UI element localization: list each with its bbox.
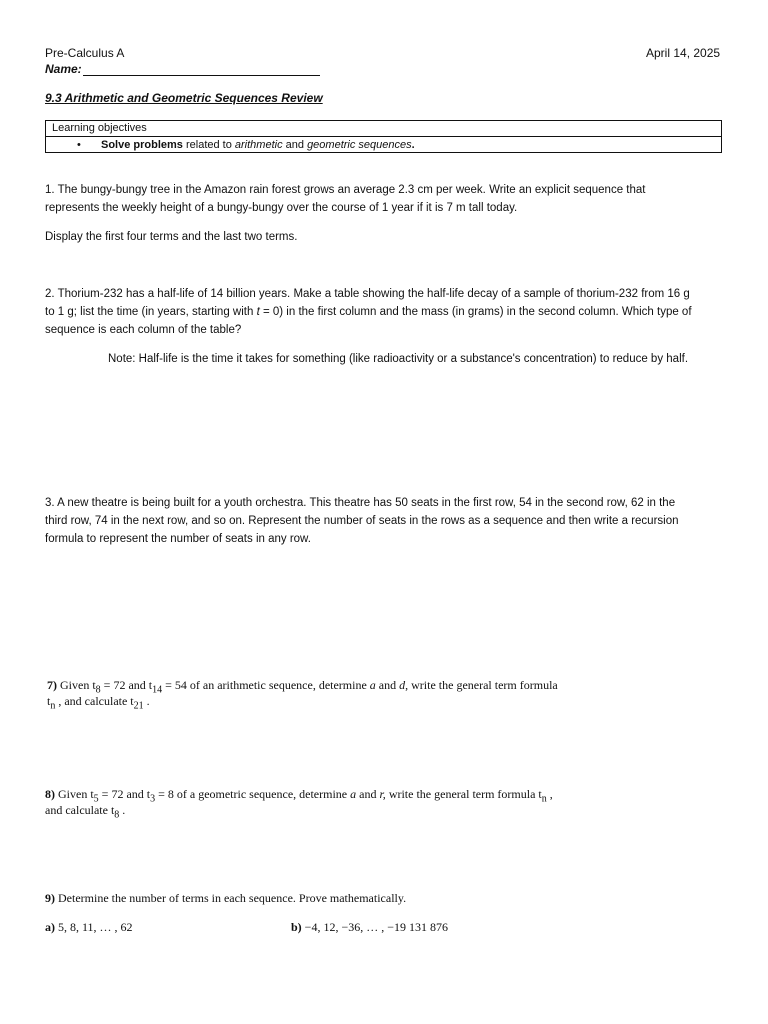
learning-objectives-heading: Learning objectives bbox=[52, 122, 147, 134]
learning-objectives-box bbox=[45, 120, 722, 153]
name-label: Name: bbox=[45, 62, 82, 76]
name-blank-line[interactable] bbox=[83, 75, 320, 76]
worksheet-title: 9.3 Arithmetic and Geometric Sequences Review bbox=[45, 91, 323, 105]
question-1-line-2: represents the weekly height of a bungy-bungy over the course of 1 year if it is 7 m tall today. bbox=[45, 202, 518, 214]
bullet-icon: • bbox=[77, 139, 81, 151]
course-name: Pre-Calculus A bbox=[45, 46, 125, 60]
question-2-line-3: sequence is each column of the table? bbox=[45, 324, 242, 336]
question-2-line-1: 2. Thorium-232 has a half-life of 14 billion years. Make a table showing the half-life decay of a sample of thorium-232 from 16 g bbox=[45, 288, 690, 300]
question-1-line-3: Display the first four terms and the last two terms. bbox=[45, 231, 298, 243]
question-8-line-2: and calculate $t_8$ . bbox=[45, 803, 126, 821]
question-2-note: Note: Half-life is the time it takes for something (like radioactivity or a substance's concentration) to reduce by half. bbox=[108, 353, 689, 365]
question-8-line-1: 8) Given $t_5 = 72$ and $t_3 = 8$ of a geometric sequence, determine a and r, write the general term formula $t_n$ , bbox=[45, 787, 553, 805]
question-9-prompt: 9) Determine the number of terms in each sequence. Prove mathematically. bbox=[45, 891, 407, 905]
question-3-line-1: 3. A new theatre is being built for a youth orchestra. This theatre has 50 seats in the first row, 54 in the second row, 62 in the bbox=[45, 497, 676, 509]
question-7-line-1: 7) Given $t_8 = 72$ and $t_{14} = 54$ of an arithmetic sequence, determine a and d, write the general term formula bbox=[47, 678, 558, 696]
question-1-line-1: 1. The bungy-bungy tree in the Amazon rain forest grows an average 2.3 cm per week. Write an explicit sequence that bbox=[45, 184, 646, 196]
question-7-line-2: $t_n$ , and calculate $t_{21}$ . bbox=[47, 694, 150, 712]
question-2-line-2: to 1 g; list the time (in years, starting with t = 0) in the first column and the mass (in grams) in the second column. Which type of bbox=[45, 306, 692, 318]
learning-objective-item bbox=[46, 137, 721, 153]
learning-objectives-header bbox=[46, 121, 721, 137]
question-3-line-3: formula to represent the number of seats in any row. bbox=[45, 533, 311, 545]
question-9-part-a: a) 5, 8, 11, … , 62 bbox=[45, 920, 133, 934]
question-3-line-2: third row, 74 in the next row, and so on. Represent the number of seats in the rows as a sequence and then write a recursion bbox=[45, 515, 679, 527]
learning-objective-text: Solve problems related to arithmetic and geometric sequences. bbox=[101, 139, 415, 151]
date: April 14, 2025 bbox=[646, 46, 721, 60]
question-9-part-b: b) −4, 12, −36, … , −19 131 876 bbox=[291, 920, 448, 934]
